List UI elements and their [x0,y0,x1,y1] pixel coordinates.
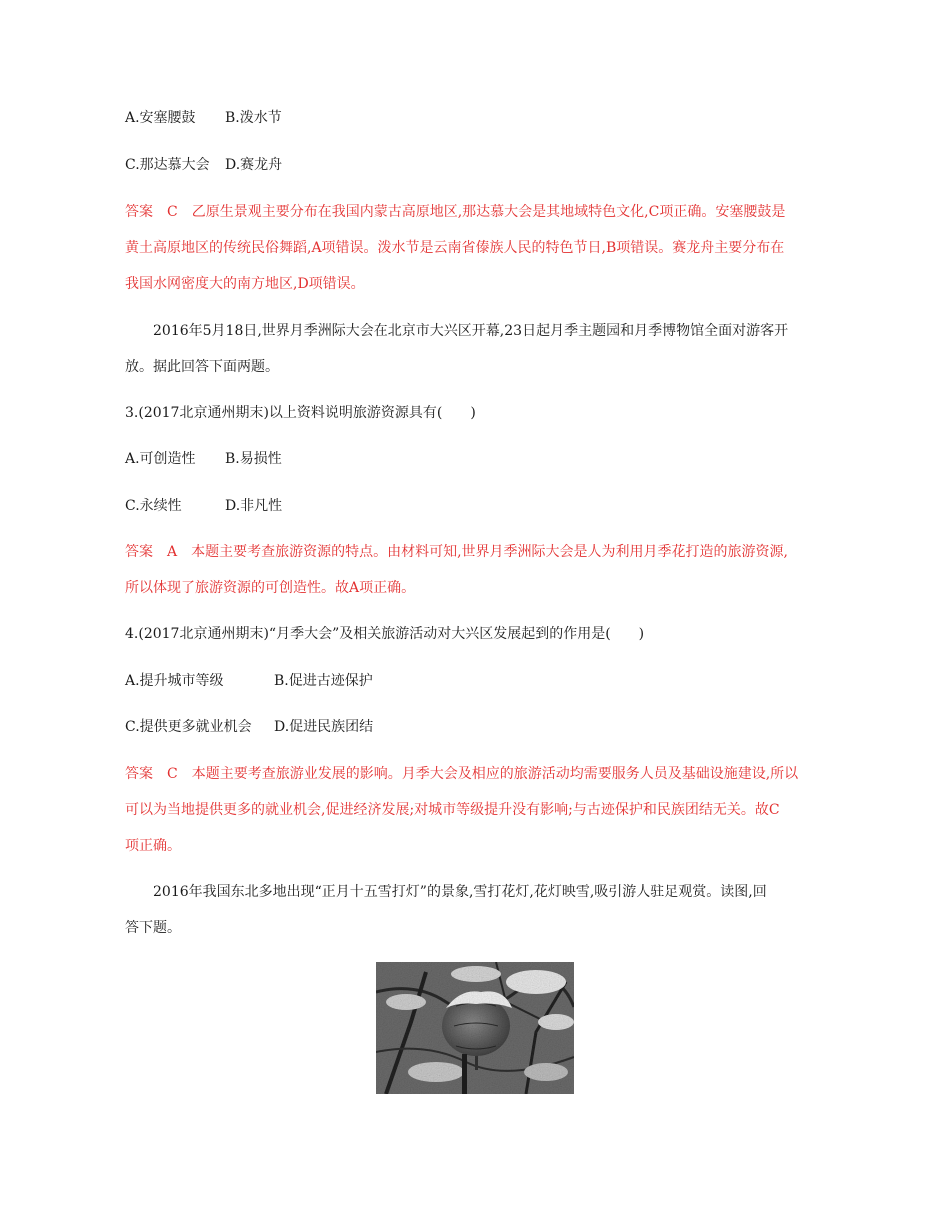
q2-options-row2 [125,155,282,175]
passage2-line: 答下题。 [125,920,181,936]
q4-option-a: A.提升城市等级 [125,673,224,689]
q4-answer-line: 可以为当地提供更多的就业机会,促进经济发展;对城市等级提升没有影响;与古迹保护和民族团结无关。故C [125,802,780,818]
q3-option-d: D.非凡性 [225,498,283,514]
q4-answer-line: 项正确。 [125,838,181,854]
q2-option-b: B.泼水节 [225,110,282,126]
q4-options-row2 [125,717,373,737]
q2-answer-line: 黄土高原地区的传统民俗舞蹈,A项错误。泼水节是云南省傣族人民的特色节日,B项错误。赛龙舟主要分布在 [125,240,785,256]
q3-stem: 3.(2017北京通州期末)以上资料说明旅游资源具有( ) [125,405,476,421]
q3-options-row1 [125,449,282,469]
q3-option-a: A.可创造性 [125,451,196,467]
q3-option-c: C.永续性 [125,498,182,514]
q4-option-d: D.促进民族团结 [274,719,374,735]
q4-stem: 4.(2017北京通州期末)“月季大会”及相关旅游活动对大兴区发展起到的作用是( ) [125,626,645,642]
q4-options-row1 [125,671,373,691]
q4-option-b: B.促进古迹保护 [274,673,373,689]
passage1-line: 2016年5月18日,世界月季洲际大会在北京市大兴区开幕,23日起月季主题园和月季博物馆全面对游客开 [153,323,789,339]
q3-option-b: B.易损性 [225,451,282,467]
q4-option-c: C.提供更多就业机会 [125,719,252,735]
q4-answer-line: 答案 C 本题主要考查旅游业发展的影响。月季大会及相应的旅游活动均需要服务人员及基础设施建设,所以 [125,766,799,782]
snow-lantern-photo [376,962,574,1094]
q2-option-d: D.赛龙舟 [225,157,283,173]
q2-answer-line: 答案 C 乙原生景观主要分布在我国内蒙古高原地区,那达慕大会是其地域特色文化,C项正确。安塞腰鼓是 [125,204,786,220]
q2-option-a: A.安塞腰鼓 [125,110,196,126]
q3-options-row2 [125,496,282,516]
q2-answer-line: 我国水网密度大的南方地区,D项错误。 [125,276,365,292]
q3-answer-line: 所以体现了旅游资源的可创造性。故A项正确。 [125,580,416,596]
passage2-line: 2016年我国东北多地出现“正月十五雪打灯”的景象,雪打花灯,花灯映雪,吸引游人驻足观赏。读图,回 [153,884,767,900]
q2-options-row1 [125,108,282,128]
q3-answer-line: 答案 A 本题主要考查旅游资源的特点。由材料可知,世界月季洲际大会是人为利用月季花打造的旅游资源, [125,544,789,560]
q2-option-c: C.那达慕大会 [125,157,210,173]
passage1-line: 放。据此回答下面两题。 [125,359,279,375]
